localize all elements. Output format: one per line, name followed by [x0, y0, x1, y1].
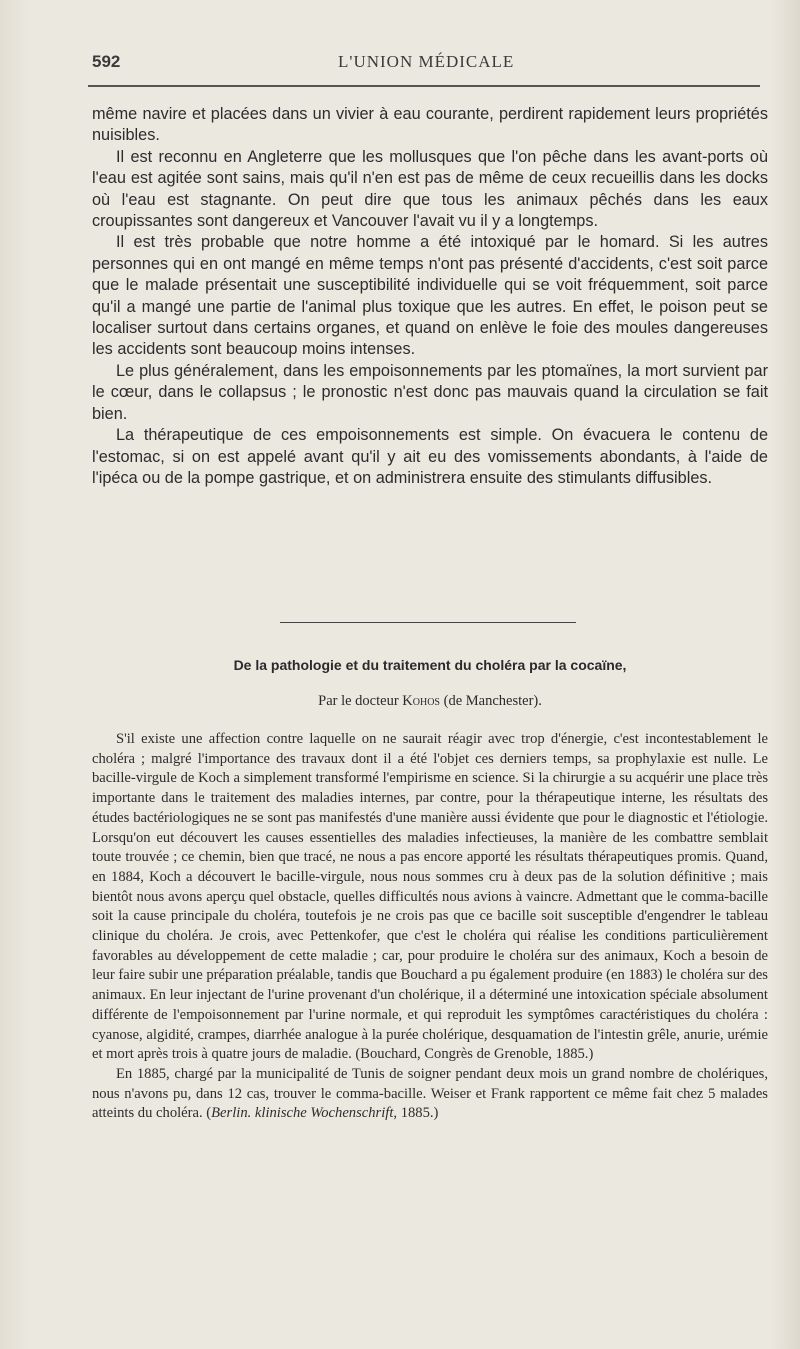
header-rule	[88, 85, 760, 87]
article-body	[92, 730, 768, 1124]
paragraph: La thérapeutique de ces empoisonnements est simple. On évacuera le contenu de l'estomac, si on est appelé avant qu'il y ait eu des vomissements abondants, à l'aide de l'ipéca ou de la pompe gastrique, et on administrera ensuite des stimulants diffusibles.	[92, 426, 768, 487]
paragraph: même navire et placées dans un vivier à eau courante, perdirent rapidement leurs propriétés nuisibles.	[92, 105, 768, 145]
section-divider	[280, 622, 576, 623]
author-name: Kohos	[402, 693, 440, 709]
byline-suffix: (de Manchester).	[440, 693, 542, 709]
article-byline	[92, 693, 768, 710]
paragraph-end: , 1885.)	[393, 1105, 439, 1122]
running-title: L'UNION MÉDICALE	[338, 52, 515, 71]
paragraph	[92, 1065, 768, 1124]
paragraph-text: En 1885, chargé par la municipalité de Tunis de soigner pendant deux mois un grand nombre de cholériques, nous n'avons pu, dans 12 cas, trouver le comma-bacille. Weiser et Frank rapportent ce même fait chez 5 malades atteints du choléra. (	[92, 1065, 768, 1122]
page-number: 592	[92, 52, 121, 71]
paragraph: Il est reconnu en Angleterre que les mollusques que l'on pêche dans les avant-ports où l'eau est agitée sont sains, mais qu'il n'en est pas de même de ceux recueillis dans les docks où l'eau est stagnante. On peut dire que tous les animaux pêchés dans les eaux croupissantes sont dangereux et Vancouver l'avait vu il y a longtemps.	[92, 147, 768, 231]
previous-article-continuation	[92, 104, 768, 489]
article-title: De la pathologie et du traitement du choléra par la cocaïne,	[233, 657, 627, 673]
byline-prefix: Par le docteur	[318, 693, 403, 709]
paragraph: Il est très probable que notre homme a été intoxiqué par le homard. Si les autres personnes qui en ont mangé en même temps n'ont pas présenté d'accidents, c'est soit parce que le malade présentait une susceptibilité individuelle qui se voit fréquemment, soit parce qu'il a mangé une partie de l'animal plus toxique que les autres. En effet, le poison peut se localiser surtout dans certains organes, et quand on enlève le foie des moules dangereuses les accidents sont beaucoup moins intenses.	[92, 233, 768, 359]
journal-citation: Berlin. klinische Wochenschrift	[211, 1105, 394, 1122]
paragraph: S'il existe une affection contre laquelle on ne saurait réagir avec trop d'énergie, c'est incontestablement le choléra ; malgré l'importance des travaux dont il a été l'objet ces derniers temps, sa prophylaxie est nulle. Le bacille-virgule de Koch a simplement transformé l'empirisme en science. Si la chirurgie a su acquérir une place très importante dans le traitement des maladies internes, par contre, pour la thérapeutique interne, les résultats des études bactériologiques ne se sont pas manifestés d'une manière aussi évidente que pour le diagnostic et l'étiologie. Lorsqu'on eut découvert les causes essentielles des maladies infectieuses, la manière de les combattre semblait toute trouvée ; ce chemin, bien que tracé, ne nous a pas encore apporté les résultats thérapeutiques promis. Quand, en 1884, Koch a découvert le bacille-virgule, nous nous sommes cru à deux pas de la solution définitive ; mais bientôt nous avons aperçu quel obstacle, quelles difficultés nous avions à vaincre. Admettant que le comma-bacille soit la cause principale du choléra, toutefois je ne crois pas que ce bacille soit susceptible d'engendrer le tableau clinique du choléra. Je crois, avec Pettenkofer, que c'est le choléra qui réalise les conditions particulièrement favorables au développement de cette maladie ; car, pour produire le choléra sur des animaux, Koch a besoin de leur faire subir une préparation préalable, tandis que Bouchard a pu également produire (en 1883) le choléra sur des animaux. En leur injectant de l'urine provenant d'un cholérique, il a déterminé une intoxication spéciale absolument différente de l'empoisonnement par l'urine normale, et qui reproduit les symptômes caractéristiques du choléra : cyanose, algidité, crampes, diarrhée analogue à la purée cholérique, desquamation de l'intestin grêle, anurie, urémie et mort après trois à quatre jours de maladie. (Bouchard, Congrès de Grenoble, 1885.)	[92, 731, 768, 1063]
paragraph: Le plus généralement, dans les empoisonnements par les ptomaïnes, la mort survient par le cœur, dans le collapsus ; le pronostic n'est donc pas mauvais quand la circulation se fait bien.	[92, 361, 768, 423]
page-header	[92, 52, 760, 78]
